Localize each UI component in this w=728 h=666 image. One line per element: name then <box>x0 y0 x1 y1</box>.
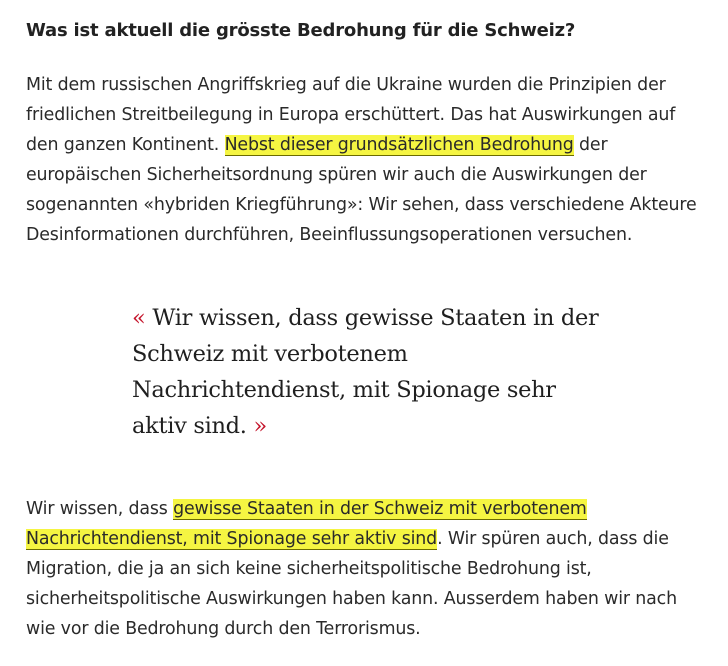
paragraph-1-text-end: der europäischen Sicherheitsordnung spüren wir auch die Auswirkungen der sogenannten «hybriden Kriegführung»: Wir sehen, dass verschiedene Akteure Desinformationen durchführen, Beeinflussungsoperationen versuchen. <box>26 135 697 245</box>
answer-paragraph-2 <box>26 494 706 644</box>
pull-quote <box>132 300 612 444</box>
paragraph-2-highlight[interactable]: gewisse Staaten in der Schweiz mit verbotenem Nachrichtendienst, mit Spionage sehr aktiv sind <box>26 499 587 549</box>
pull-quote-text: Wir wissen, dass gewisse Staaten in der Schweiz mit verbotenem Nachrichtendienst, mit Spionage sehr aktiv sind. <box>132 305 599 439</box>
paragraph-2-text-start: Wir wissen, dass <box>26 499 174 519</box>
paragraph-2-text-end: . Wir spüren auch, dass die Migration, die ja an sich keine sicherheitspolitische Bedrohung ist, sicherheitspolitische Auswirkungen haben kann. Ausserdem haben wir nach wie vor die Bedrohung durch den Terrorismus. <box>26 529 677 639</box>
quote-open-mark: « <box>132 305 146 331</box>
quote-close-mark: » <box>253 413 267 439</box>
answer-paragraph-1 <box>26 70 706 250</box>
paragraph-1-text-start: Mit dem russischen Angriffskrieg auf die Ukraine wurden die Prinzipien der friedlichen Streitbeilegung in Europa erschüttert. Das hat Auswirkungen auf den ganzen Kontinent. <box>26 75 676 155</box>
article-body <box>26 0 706 644</box>
interview-question: Was ist aktuell die grösste Bedrohung für die Schweiz? <box>26 20 576 41</box>
paragraph-1-highlight[interactable]: Nebst dieser grundsätzlichen Bedrohung <box>224 135 574 155</box>
